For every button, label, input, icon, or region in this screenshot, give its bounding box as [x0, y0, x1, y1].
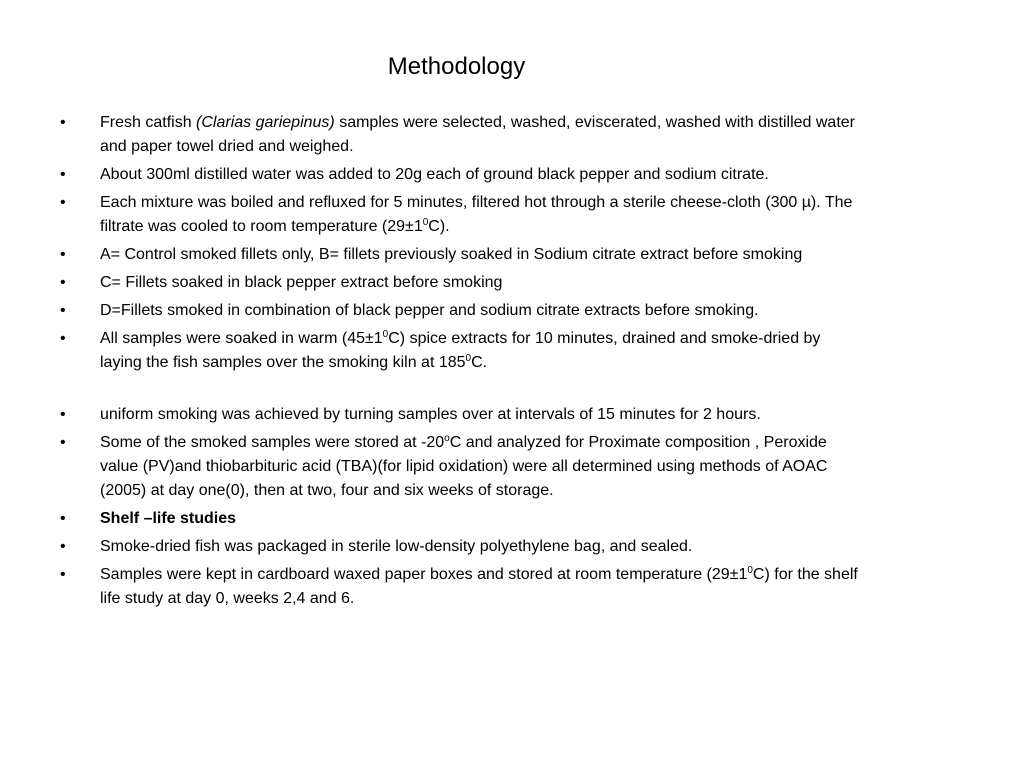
bullet-icon: • [60, 330, 66, 347]
bullet-item [60, 507, 860, 531]
bullet-text: Each mixture was boiled and refluxed for 5 minutes, filtered hot through a sterile cheese-cloth (300 µ). The filtrate was cooled to room temperature $(29\pm 1^0C)$. [100, 194, 853, 235]
bullet-text: Smoke-dried fish was packaged in sterile low-density polyethylene bag, and sealed. [100, 538, 693, 555]
bullet-icon: • [60, 302, 66, 319]
bullet-icon: • [60, 114, 66, 131]
bullet-icon: • [60, 434, 66, 451]
bullet-icon: • [60, 246, 66, 263]
bullet-icon: • [60, 510, 66, 527]
superscript: o [444, 433, 450, 444]
bullet-item [60, 431, 860, 503]
bullet-item [60, 327, 860, 375]
section-heading: Shelf –life studies [100, 510, 237, 527]
bullet-item [60, 299, 860, 323]
bullet-text: About 300ml distilled water was added to 20g each of ground black pepper and sodium citrate. [100, 166, 769, 183]
bullet-text: D=Fillets smoked in combination of black pepper and sodium citrate extracts before smoking. [100, 302, 759, 319]
bullet-item [60, 163, 860, 187]
bullet-item [60, 535, 860, 559]
bullet-icon: • [60, 406, 66, 423]
superscript: 0 [465, 353, 472, 364]
bullet-text [100, 507, 860, 531]
bullet-item [60, 111, 860, 159]
bullet-text: All samples were soaked in warm $(45\pm 1^0C)$ spice extracts for 10 minutes, drained and smoke-dried by laying the fish samples over the smoking kiln at $185^0C$. [100, 329, 821, 371]
bullet-text: uniform smoking was achieved by turning samples over at intervals of 15 minutes for 2 hours. [100, 406, 761, 423]
bullet-text: Some of the smoked samples were stored at -20$^o$C and analyzed for Proximate composition , Peroxide value (PV)and thiobarbituric acid (TBA)(for lipid oxidation) were all determined using methods of AOAC (2005) at day one(0), then at two, four and six weeks of storage. [100, 433, 828, 499]
slide-title: Methodology [387, 53, 526, 80]
bullet-text: Fresh catfish (Clarias gariepinus) samples were selected, washed, eviscerated, washed with distilled water and paper towel dried and weighed. [100, 114, 855, 155]
species-name: (Clarias gariepinus) [196, 114, 335, 131]
superscript: 0 [422, 217, 429, 228]
bullet-icon: • [60, 194, 66, 211]
bullet-icon: • [60, 538, 66, 555]
superscript: 0 [747, 565, 753, 576]
bullet-item [60, 271, 860, 295]
bullet-item [60, 191, 860, 239]
bullet-icon: • [60, 566, 66, 583]
bullet-text: A= Control smoked fillets only, B= fillets previously soaked in Sodium citrate extract before smoking [100, 246, 803, 263]
bullet-text: Samples were kept in cardboard waxed paper boxes and stored at room temperature $(29\pm 1^0C)$ for the shelf life study at day 0, weeks 2,4 and 6. [100, 565, 858, 607]
bullet-list [60, 111, 860, 615]
superscript: 0 [382, 329, 389, 340]
bullet-item [60, 243, 860, 267]
bullet-item [60, 403, 860, 427]
bullet-item [60, 563, 860, 611]
bullet-text: C= Fillets soaked in black pepper extract before smoking [100, 274, 503, 291]
bullet-icon: • [60, 166, 66, 183]
bullet-icon: • [60, 274, 66, 291]
